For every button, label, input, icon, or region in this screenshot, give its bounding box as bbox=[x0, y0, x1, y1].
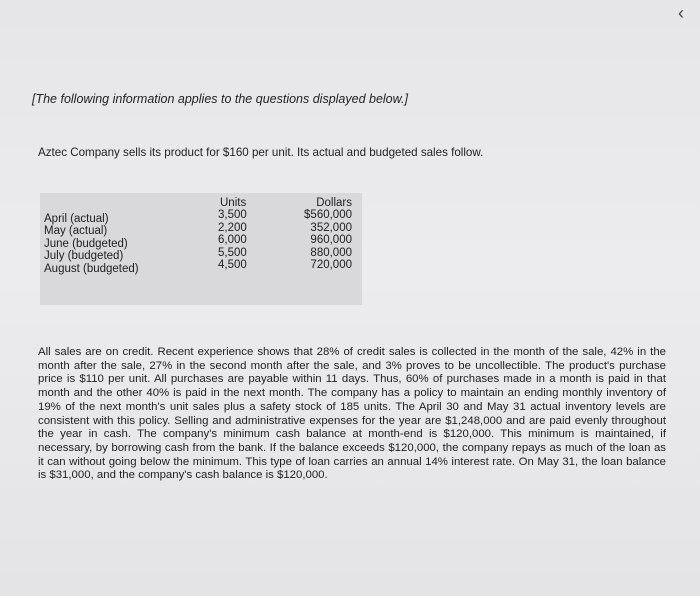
back-chevron-icon[interactable]: ‹ bbox=[678, 3, 684, 23]
sales-table bbox=[40, 193, 362, 305]
units-value: 6,000 bbox=[218, 234, 247, 247]
problem-description: All sales are on credit. Recent experience shows that 28% of credit sales is collected in the month of the sale, 42% in the month after the sale, 27% in the second month after the sale, and 3% proves to be uncollectible. The product's purchase price is $110 per unit. All purchases are payable within 11 days. Thus, 60% of purchases made in a month is paid in that month and the other 40% is paid in the next month. The company has a policy to maintain an ending monthly inventory of 19% of the next month's unit sales plus a safety stock of 185 units. The April 30 and May 31 actual inventory levels are consistent with this policy. Selling and administrative expenses for the year are $1,248,000 and are paid evenly throughout the year in cash. The company's minimum cash balance at month-end is $120,000. This minimum is maintained, if necessary, by borrowing cash from the bank. If the balance exceeds $120,000, the company repays as much of the loan as it can without going below the minimum. This type of loan carries an annual 14% interest rate. On May 31, the loan balance is $31,000, and the company's cash balance is $120,000. bbox=[38, 346, 666, 482]
dollars-value: 880,000 bbox=[310, 246, 352, 259]
units-column bbox=[218, 197, 247, 271]
month-label: April (actual) bbox=[44, 213, 109, 225]
month-label: August (budgeted) bbox=[44, 262, 139, 275]
units-value: 2,200 bbox=[218, 221, 247, 234]
lead-sentence: Aztec Company sells its product for $160 per unit. Its actual and budgeted sales follow. bbox=[38, 146, 484, 159]
units-header: Units bbox=[220, 197, 247, 209]
units-value: 3,500 bbox=[218, 209, 247, 222]
month-label: June (budgeted) bbox=[44, 237, 128, 250]
dollars-column bbox=[290, 197, 352, 271]
dollars-value: 960,000 bbox=[310, 234, 352, 247]
dollars-value: 352,000 bbox=[310, 221, 352, 234]
dollars-value: 720,000 bbox=[310, 259, 352, 272]
units-value: 5,500 bbox=[218, 246, 247, 259]
dollars-value: $560,000 bbox=[304, 209, 352, 222]
month-label: July (budgeted) bbox=[44, 250, 124, 263]
month-label: May (actual) bbox=[44, 225, 108, 238]
intro-note: [The following information applies to the questions displayed below.] bbox=[32, 92, 408, 106]
dollars-header: Dollars bbox=[316, 197, 352, 209]
units-value: 4,500 bbox=[218, 259, 247, 272]
month-column bbox=[44, 213, 139, 275]
